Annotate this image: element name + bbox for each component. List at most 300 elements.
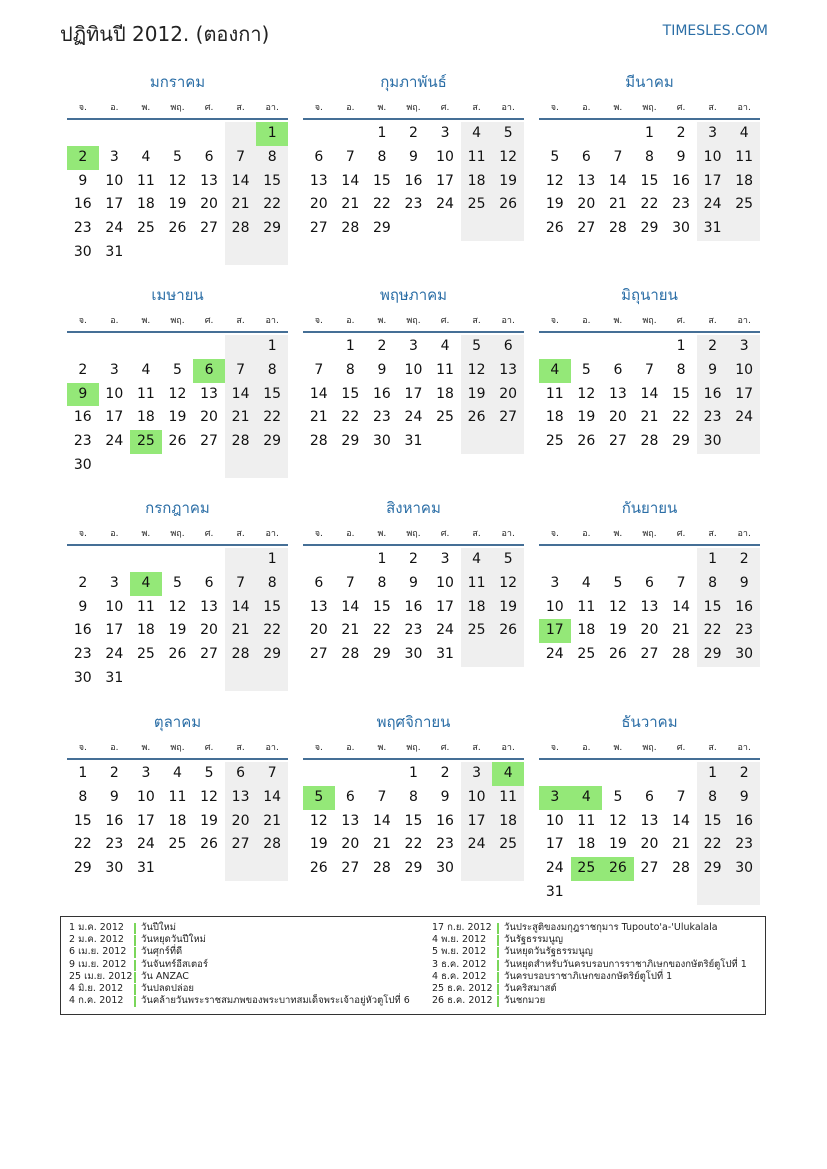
day-cell: 27 xyxy=(200,220,218,237)
day-cell: 1 xyxy=(345,338,355,354)
header-divider xyxy=(539,331,760,333)
day-cell: 9 xyxy=(728,572,760,596)
day-cell: 30 xyxy=(73,456,92,473)
weekday-label: พฤ. xyxy=(170,103,185,113)
day-cell: 16 xyxy=(372,385,391,402)
day-cell: 13 xyxy=(225,786,257,810)
day-cell: 26 xyxy=(608,646,627,663)
empty-day-cell xyxy=(162,454,194,478)
day-cell: 22 xyxy=(404,836,423,853)
day-cell: 16 xyxy=(436,812,454,829)
day-cell: 11 xyxy=(461,572,493,596)
day-cell: 31 xyxy=(105,243,124,260)
week-row xyxy=(67,786,288,810)
day-cell: 13 xyxy=(640,598,659,615)
legend-row xyxy=(432,946,747,958)
weekday-label: ศ. xyxy=(440,103,450,113)
empty-day-cell xyxy=(162,667,194,691)
holiday-day-cell: 4 xyxy=(539,359,571,383)
day-cell: 4 xyxy=(728,122,760,146)
day-cell: 10 xyxy=(105,385,124,402)
header-divider xyxy=(67,544,288,546)
legend-marker xyxy=(497,984,499,995)
weekday-label: พ. xyxy=(613,316,623,326)
day-cell: 21 xyxy=(372,836,391,853)
holiday-day-cell: 1 xyxy=(256,122,288,146)
day-cell: 8 xyxy=(697,572,729,596)
empty-day-cell xyxy=(571,122,603,146)
week-row xyxy=(539,122,760,146)
day-cell: 1 xyxy=(256,335,288,359)
weekday-label: ส. xyxy=(472,316,481,326)
empty-day-cell xyxy=(728,881,760,905)
empty-day-cell xyxy=(539,548,571,572)
day-cell: 15 xyxy=(256,383,288,407)
day-cell: 23 xyxy=(404,622,423,639)
day-cell: 14 xyxy=(341,598,360,615)
weekday-label: พฤ. xyxy=(406,103,421,113)
week-row xyxy=(539,572,760,596)
day-cell: 25 xyxy=(136,220,155,237)
month-block xyxy=(303,490,524,667)
day-cell: 10 xyxy=(545,812,564,829)
day-cell: 17 xyxy=(136,812,155,829)
weekday-header xyxy=(303,739,524,758)
empty-day-cell xyxy=(398,217,430,241)
day-cell: 23 xyxy=(73,433,92,450)
empty-day-cell xyxy=(193,335,225,359)
month-name: เมษายน xyxy=(151,286,204,304)
day-cell: 20 xyxy=(309,622,328,639)
day-cell: 5 xyxy=(461,335,493,359)
weekday-header xyxy=(539,99,760,118)
legend-marker xyxy=(497,947,499,958)
weekday-label: ศ. xyxy=(676,743,686,753)
week-row xyxy=(303,383,524,407)
day-cell: 13 xyxy=(309,598,328,615)
day-cell: 23 xyxy=(697,406,729,430)
day-cell: 13 xyxy=(640,812,659,829)
legend-marker xyxy=(134,960,136,971)
day-cell: 18 xyxy=(461,170,493,194)
empty-day-cell xyxy=(429,430,461,454)
day-cell: 6 xyxy=(581,148,591,165)
legend-row xyxy=(432,983,747,995)
day-cell: 20 xyxy=(225,810,257,834)
page-title: ปฏิทินปี 2012. (ตองกา) xyxy=(60,22,270,46)
week-row xyxy=(303,406,524,430)
day-cell: 30 xyxy=(672,220,690,237)
day-cell: 20 xyxy=(640,622,659,639)
day-cell: 18 xyxy=(577,836,596,853)
day-cell: 28 xyxy=(672,860,690,877)
weekday-label: พ. xyxy=(377,529,387,539)
day-cell: 16 xyxy=(404,598,423,615)
week-row xyxy=(303,833,524,857)
day-cell: 19 xyxy=(492,596,524,620)
day-cell: 22 xyxy=(697,619,729,643)
day-cell: 18 xyxy=(136,196,155,213)
month-block xyxy=(303,277,524,454)
weekday-label: อา. xyxy=(737,743,751,753)
day-cell: 12 xyxy=(545,172,564,189)
day-cell: 26 xyxy=(309,860,328,877)
legend-row xyxy=(432,922,747,934)
day-cell: 15 xyxy=(73,812,92,829)
empty-day-cell xyxy=(193,667,225,691)
month-name: มีนาคม xyxy=(625,73,674,91)
day-cell: 7 xyxy=(613,148,623,165)
month-block xyxy=(539,490,760,667)
day-cell: 9 xyxy=(377,361,387,378)
day-cell: 22 xyxy=(73,836,92,853)
day-cell: 21 xyxy=(341,622,360,639)
weekday-label: ศ. xyxy=(676,316,686,326)
empty-day-cell xyxy=(303,122,335,146)
day-cell: 12 xyxy=(461,359,493,383)
week-row xyxy=(539,146,760,170)
week-row xyxy=(303,572,524,596)
day-cell: 15 xyxy=(404,812,423,829)
legend-date: 6 เม.ย. 2012 xyxy=(69,946,127,958)
day-cell: 27 xyxy=(200,646,218,663)
day-cell: 19 xyxy=(608,622,627,639)
empty-day-cell xyxy=(602,881,634,905)
week-row xyxy=(67,146,288,170)
week-row xyxy=(303,170,524,194)
weekday-label: ศ. xyxy=(440,316,450,326)
day-cell: 13 xyxy=(608,385,627,402)
empty-day-cell xyxy=(162,335,194,359)
legend-marker xyxy=(497,935,499,946)
day-cell: 29 xyxy=(697,643,729,667)
empty-day-cell xyxy=(665,881,697,905)
day-cell: 20 xyxy=(200,196,218,213)
empty-day-cell xyxy=(193,241,225,265)
day-cell: 5 xyxy=(613,788,623,805)
week-row xyxy=(539,383,760,407)
week-row xyxy=(67,643,288,667)
day-cell: 8 xyxy=(256,359,288,383)
weekday-label: อ. xyxy=(582,103,591,113)
day-cell: 11 xyxy=(545,385,564,402)
weekday-label: อา. xyxy=(501,743,515,753)
day-cell: 24 xyxy=(545,860,564,877)
day-cell: 14 xyxy=(672,598,690,615)
day-cell: 17 xyxy=(728,383,760,407)
day-cell: 7 xyxy=(377,788,387,805)
day-cell: 19 xyxy=(309,836,328,853)
day-cell: 18 xyxy=(461,596,493,620)
empty-day-cell xyxy=(461,857,493,881)
holiday-day-cell: 4 xyxy=(130,572,162,596)
day-cell: 1 xyxy=(697,548,729,572)
empty-day-cell xyxy=(602,335,634,359)
week-row xyxy=(67,122,288,146)
legend-date: 4 พ.ย. 2012 xyxy=(432,934,487,946)
empty-day-cell xyxy=(256,241,288,265)
weekday-label: พ. xyxy=(141,316,151,326)
week-row xyxy=(67,619,288,643)
day-cell: 8 xyxy=(256,572,288,596)
day-cell: 27 xyxy=(640,646,659,663)
header-divider xyxy=(539,544,760,546)
weekday-label: ส. xyxy=(708,743,717,753)
weekday-label: อ. xyxy=(346,103,355,113)
day-cell: 29 xyxy=(256,217,288,241)
day-cell: 4 xyxy=(461,548,493,572)
weekday-label: ส. xyxy=(236,743,245,753)
holiday-day-cell: 3 xyxy=(539,786,571,810)
brand-link[interactable]: TIMESLES.COM xyxy=(662,23,768,39)
week-row xyxy=(539,619,760,643)
day-cell: 20 xyxy=(309,196,328,213)
day-cell: 20 xyxy=(640,836,659,853)
day-cell: 10 xyxy=(436,574,454,591)
month-name: ธันวาคม xyxy=(621,713,678,731)
day-cell: 20 xyxy=(577,196,596,213)
empty-day-cell xyxy=(99,454,131,478)
week-row xyxy=(539,335,760,359)
month-block xyxy=(539,64,760,241)
holiday-day-cell: 9 xyxy=(67,383,99,407)
day-cell: 25 xyxy=(577,646,596,663)
weekday-label: จ. xyxy=(314,743,323,753)
day-cell: 12 xyxy=(492,572,524,596)
month-name: สิงหาคม xyxy=(386,499,441,517)
day-cell: 28 xyxy=(256,833,288,857)
day-cell: 9 xyxy=(440,788,450,805)
day-cell: 14 xyxy=(672,812,690,829)
weekday-label: พฤ. xyxy=(170,316,185,326)
day-cell: 7 xyxy=(345,148,355,165)
weekday-label: ศ. xyxy=(204,529,214,539)
day-cell: 27 xyxy=(309,646,328,663)
day-cell: 27 xyxy=(608,433,627,450)
empty-day-cell xyxy=(225,335,257,359)
legend-marker xyxy=(134,972,136,983)
day-cell: 30 xyxy=(436,860,454,877)
calendar-grid xyxy=(67,64,760,904)
day-cell: 22 xyxy=(672,409,690,426)
empty-day-cell xyxy=(602,122,634,146)
week-row xyxy=(67,596,288,620)
day-cell: 25 xyxy=(436,409,454,426)
day-cell: 21 xyxy=(640,409,659,426)
legend-date: 25 เม.ย. 2012 xyxy=(69,970,133,982)
day-cell: 22 xyxy=(341,409,360,426)
empty-day-cell xyxy=(571,762,603,786)
weekday-header xyxy=(539,312,760,331)
day-cell: 7 xyxy=(676,788,686,805)
week-row xyxy=(67,548,288,572)
weekday-label: พฤ. xyxy=(406,316,421,326)
empty-day-cell xyxy=(225,857,257,881)
day-cell: 23 xyxy=(728,833,760,857)
day-cell: 4 xyxy=(461,122,493,146)
empty-day-cell xyxy=(492,643,524,667)
week-row xyxy=(303,217,524,241)
week-row xyxy=(303,643,524,667)
weekday-label: อ. xyxy=(582,529,591,539)
month-name: พฤศจิกายน xyxy=(376,713,451,731)
day-cell: 11 xyxy=(436,361,454,378)
header-divider xyxy=(303,758,524,760)
day-cell: 29 xyxy=(256,643,288,667)
day-cell: 8 xyxy=(697,786,729,810)
day-cell: 24 xyxy=(436,622,454,639)
weekday-label: ส. xyxy=(236,529,245,539)
day-cell: 31 xyxy=(436,646,454,663)
day-cell: 12 xyxy=(168,172,187,189)
weekday-label: ศ. xyxy=(440,743,450,753)
day-cell: 10 xyxy=(728,359,760,383)
day-cell: 5 xyxy=(550,148,560,165)
holiday-day-cell: 25 xyxy=(571,857,603,881)
day-cell: 27 xyxy=(492,406,524,430)
day-cell: 18 xyxy=(436,385,454,402)
month-block xyxy=(539,277,760,454)
weekday-label: ศ. xyxy=(440,529,450,539)
day-cell: 24 xyxy=(136,836,155,853)
day-cell: 4 xyxy=(440,338,450,354)
day-cell: 11 xyxy=(168,788,187,805)
empty-day-cell xyxy=(492,857,524,881)
month-name: มกราคม xyxy=(149,73,206,91)
day-cell: 9 xyxy=(78,598,88,615)
day-cell: 23 xyxy=(436,836,454,853)
day-cell: 21 xyxy=(672,836,690,853)
day-cell: 13 xyxy=(200,385,218,402)
empty-day-cell xyxy=(335,762,367,786)
empty-day-cell xyxy=(256,857,288,881)
weekday-label: พฤ. xyxy=(170,743,185,753)
weekday-label: อ. xyxy=(582,316,591,326)
week-row xyxy=(67,193,288,217)
day-cell: 12 xyxy=(200,788,218,805)
day-cell: 2 xyxy=(109,765,119,781)
empty-day-cell xyxy=(130,122,162,146)
empty-day-cell xyxy=(130,454,162,478)
legend-marker xyxy=(497,972,499,983)
legend-holiday-name: วันคล้ายวันพระราชสมภพของพระบาทสมเด็จพระเจ้าอยู่หัวตูโปที่ 6 xyxy=(141,995,410,1007)
empty-day-cell xyxy=(303,548,335,572)
legend-holiday-name: วันครบรอบราชาภิเษกของกษัตริย์ตูโปที่ 1 xyxy=(504,970,673,982)
empty-day-cell xyxy=(303,762,335,786)
empty-day-cell xyxy=(193,122,225,146)
day-cell: 31 xyxy=(697,217,729,241)
empty-day-cell xyxy=(539,762,571,786)
day-cell: 16 xyxy=(73,409,92,426)
day-cell: 18 xyxy=(168,812,187,829)
legend-holiday-name: วันคริสมาสต์ xyxy=(504,982,557,994)
day-cell: 10 xyxy=(136,788,155,805)
header-divider xyxy=(303,544,524,546)
legend-date: 4 ก.ค. 2012 xyxy=(69,995,124,1007)
day-cell: 2 xyxy=(697,335,729,359)
day-cell: 17 xyxy=(105,409,124,426)
day-cell: 11 xyxy=(492,786,524,810)
weekday-label: พฤ. xyxy=(642,316,657,326)
day-cell: 3 xyxy=(409,338,418,354)
legend-marker xyxy=(134,984,136,995)
day-cell: 14 xyxy=(640,385,659,402)
legend-holiday-name: วันชกมวย xyxy=(504,995,546,1007)
legend-marker xyxy=(134,996,136,1007)
day-cell: 7 xyxy=(256,762,288,786)
day-cell: 25 xyxy=(168,836,187,853)
empty-day-cell xyxy=(335,122,367,146)
weekday-header xyxy=(539,525,760,544)
day-cell: 22 xyxy=(372,622,391,639)
weekday-label: อา. xyxy=(737,103,751,113)
empty-day-cell xyxy=(67,335,99,359)
legend-column-left xyxy=(69,922,410,1007)
day-cell: 13 xyxy=(492,359,524,383)
weekday-label: พ. xyxy=(377,103,387,113)
day-cell: 27 xyxy=(200,433,218,450)
month-name: กันยายน xyxy=(621,499,678,517)
weekday-label: พ. xyxy=(613,529,623,539)
day-cell: 24 xyxy=(697,193,729,217)
day-cell: 21 xyxy=(225,193,257,217)
day-cell: 18 xyxy=(728,170,760,194)
day-cell: 18 xyxy=(545,409,564,426)
day-cell: 4 xyxy=(581,574,591,591)
week-row xyxy=(303,430,524,454)
empty-day-cell xyxy=(461,217,493,241)
day-cell: 13 xyxy=(577,172,596,189)
week-row xyxy=(539,430,760,454)
legend-row xyxy=(69,995,410,1007)
day-cell: 1 xyxy=(676,338,686,354)
day-cell: 18 xyxy=(136,409,155,426)
empty-day-cell xyxy=(602,548,634,572)
day-cell: 16 xyxy=(728,596,760,620)
day-cell: 5 xyxy=(492,122,524,146)
week-row xyxy=(303,596,524,620)
week-row xyxy=(539,786,760,810)
day-cell: 21 xyxy=(672,622,690,639)
day-cell: 14 xyxy=(309,385,328,402)
day-cell: 27 xyxy=(225,833,257,857)
legend-marker xyxy=(134,923,136,934)
legend-column-right xyxy=(432,922,747,1007)
legend-holiday-name: วันหยุดวันปีใหม่ xyxy=(141,934,206,946)
day-cell: 10 xyxy=(404,361,423,378)
empty-day-cell xyxy=(225,667,257,691)
day-cell: 22 xyxy=(697,833,729,857)
day-cell: 26 xyxy=(168,220,187,237)
day-cell: 31 xyxy=(105,669,124,686)
day-cell: 2 xyxy=(409,125,418,141)
holiday-day-cell: 5 xyxy=(303,786,335,810)
day-cell: 11 xyxy=(577,598,596,615)
day-cell: 7 xyxy=(225,572,257,596)
day-cell: 29 xyxy=(372,220,391,237)
day-cell: 7 xyxy=(225,146,257,170)
day-cell: 21 xyxy=(309,409,328,426)
legend-holiday-name: วันศุกร์ที่ดี xyxy=(141,946,183,958)
legend-marker xyxy=(497,923,499,934)
day-cell: 6 xyxy=(645,574,654,591)
legend-date: 1 ม.ค. 2012 xyxy=(69,922,124,933)
empty-day-cell xyxy=(634,881,666,905)
day-cell: 27 xyxy=(309,220,328,237)
day-cell: 15 xyxy=(256,170,288,194)
day-cell: 19 xyxy=(492,170,524,194)
day-cell: 20 xyxy=(200,409,218,426)
